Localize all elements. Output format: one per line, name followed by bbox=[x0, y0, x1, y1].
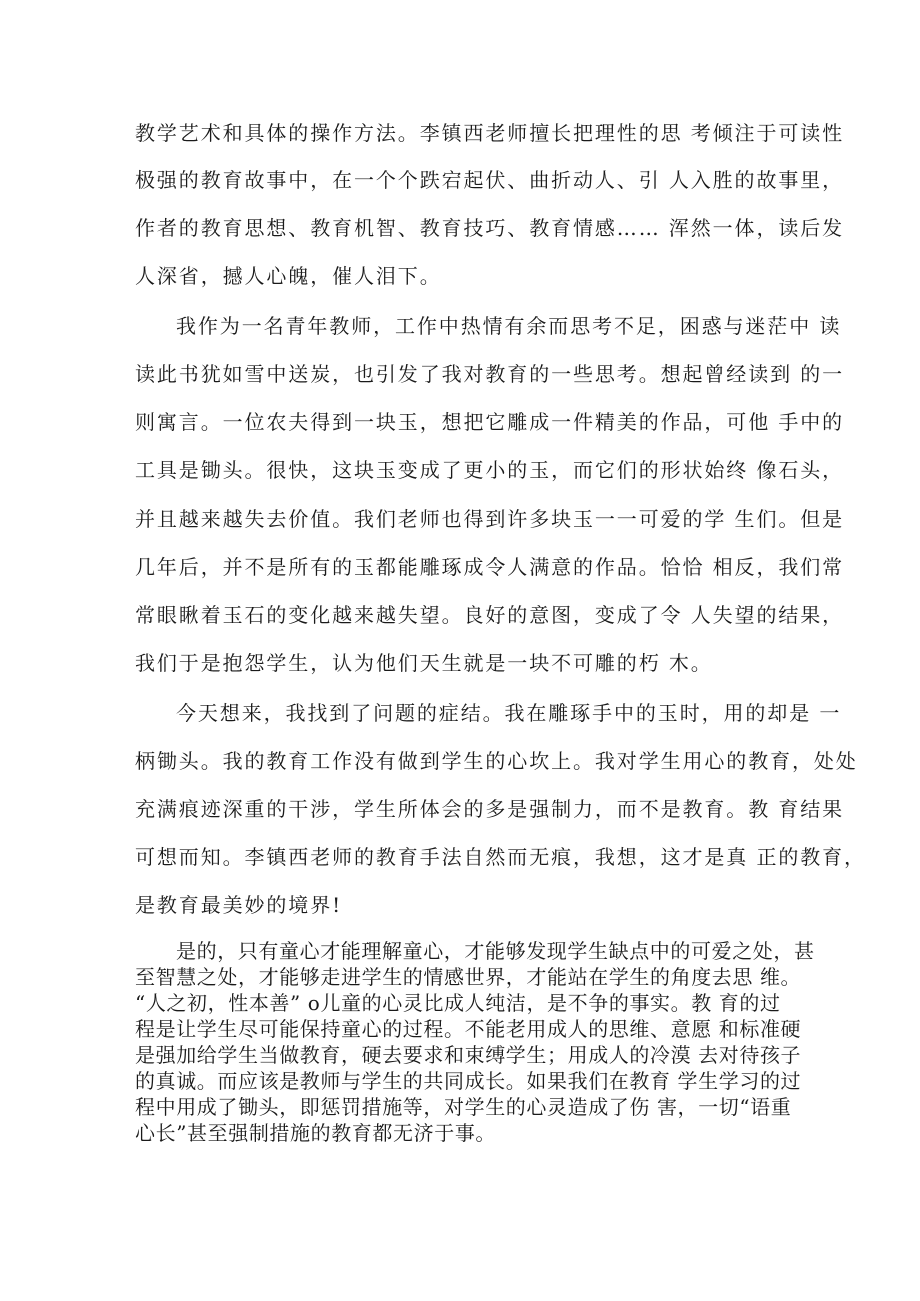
paragraph-2-line-4: 工具是锄头。很快，这块玉变成了更小的玉，而它们的形状始终 像石头， bbox=[135, 458, 845, 482]
paragraph-3-line-1: 今天想来，我找到了问题的症结。我在雕琢手中的玉时，用的却是 一 bbox=[176, 701, 842, 725]
paragraph-1-line-3: 作者的教育思想、教育机智、教育技巧、教育情感…… 浑然一体，读后发 bbox=[135, 216, 845, 240]
paragraph-3-line-3: 充满痕迹深重的干涉，学生所体会的多是强制力，而不是教育。教 育结果 bbox=[135, 797, 845, 821]
paragraph-2-line-7: 常眼瞅着玉石的变化越来越失望。良好的意图，变成了令 人失望的结果， bbox=[135, 603, 845, 627]
paragraph-3-line-4: 可想而知。李镇西老师的教育手法自然而无痕，我想，这才是真 正的教育， bbox=[135, 845, 866, 869]
paragraph-1-line-2: 极强的教育故事中，在一个个跌宕起伏、曲折动人、引 人入胜的故事里， bbox=[135, 168, 845, 192]
paragraph-4-line-4: 程是让学生尽可能保持童心的过程。不能老用成人的思维、意愿 和标准硬 bbox=[135, 1017, 802, 1041]
paragraph-4-line-6: 的真诚。而应该是教师与学生的共同成长。如果我们在教育 学生学习的过 bbox=[135, 1069, 802, 1093]
paragraph-4-line-7: 程中用成了锄头，即惩罚措施等，对学生的心灵造成了伤 害，一切“语重 bbox=[135, 1095, 792, 1119]
paragraph-2-line-1: 我作为一名青年教师，工作中热情有余而思考不足，困惑与迷茫中 读 bbox=[176, 314, 842, 338]
paragraph-4-line-8: 心长”甚至强制措施的教育都无济于事。 bbox=[135, 1121, 497, 1145]
paragraph-2-line-6: 几年后，并不是所有的玉都能雕琢成令人满意的作品。恰恰 相反，我们常 bbox=[135, 555, 845, 579]
paragraph-2-line-2: 读此书犹如雪中送炭，也引发了我对教育的一些思考。想起曾经读到 的一 bbox=[135, 362, 845, 386]
paragraph-4-line-5: 是强加给学生当做教育，硬去要求和束缚学生；用成人的冷漠 去对待孩子 bbox=[135, 1043, 802, 1067]
paragraph-1-line-1: 教学艺术和具体的操作方法。李镇西老师擅长把理性的思 考倾注于可读性 bbox=[135, 121, 845, 145]
paragraph-4-line-3: “人之初，性本善” o儿童的心灵比成人纯洁，是不争的事实。教 育的过 bbox=[135, 991, 781, 1015]
paragraph-3-line-5: 是教育最美妙的境界! bbox=[135, 893, 343, 917]
paragraph-3-line-2: 柄锄头。我的教育工作没有做到学生的心坎上。我对学生用心的教育，处处 bbox=[135, 749, 858, 773]
paragraph-4-line-2: 至智慧之处，才能够走进学生的情感世界，才能站在学生的角度去思 维。 bbox=[135, 965, 802, 989]
paragraph-2-line-5: 并且越来越失去价值。我们老师也得到许多块玉一一可爱的学 生们。但是 bbox=[135, 507, 845, 531]
paragraph-2-line-8: 我们于是抱怨学生，认为他们天生就是一块不可雕的朽 木。 bbox=[135, 651, 713, 675]
paragraph-1-line-4: 人深省，撼人心魄，催人泪下。 bbox=[135, 264, 442, 288]
paragraph-2-line-3: 则寓言。一位农夫得到一块玉，想把它雕成一件精美的作品，可他 手中的 bbox=[135, 410, 845, 434]
paragraph-4-line-1: 是的，只有童心才能理解童心，才能够发现学生缺点中的可爱之处，甚 bbox=[176, 939, 815, 963]
